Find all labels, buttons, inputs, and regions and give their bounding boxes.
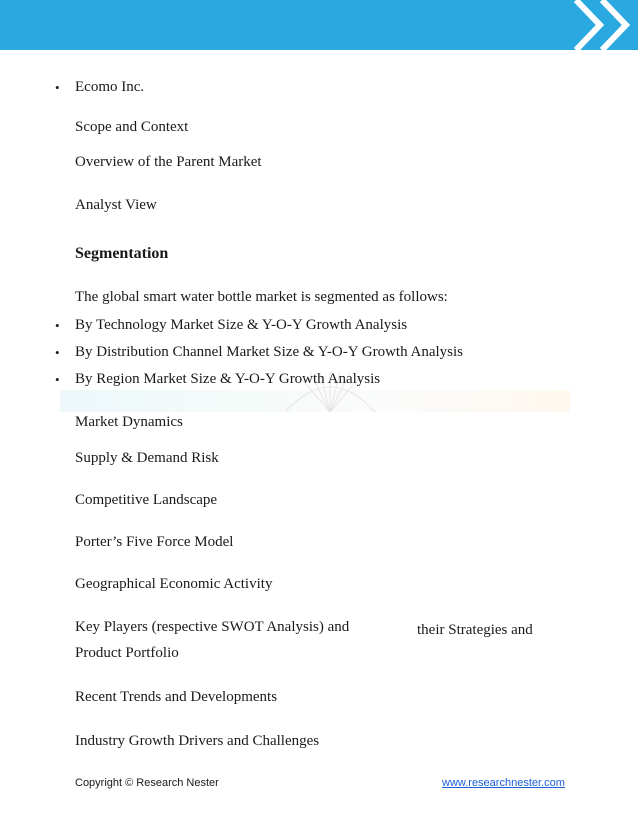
- list-item-continued: their Strategies and: [417, 622, 533, 638]
- list-item: Ecomo Inc.: [75, 79, 145, 95]
- list-item: Porter’s Five Force Model: [75, 534, 234, 550]
- list-item: By Region Market Size & Y-O-Y Growth Analysis: [75, 371, 381, 387]
- bullet-icon: •: [55, 80, 60, 95]
- list-item: Analyst View: [75, 197, 157, 213]
- website-link[interactable]: www.researchnester.com: [442, 777, 565, 789]
- list-item: Industry Growth Drivers and Challenges: [75, 733, 320, 749]
- chevron-right-icon: [528, 0, 638, 50]
- section-heading: Segmentation: [75, 245, 169, 262]
- bullet-icon: •: [55, 318, 60, 333]
- list-item: Market Dynamics: [75, 414, 183, 430]
- copyright-text: Copyright © Research Nester: [75, 777, 219, 789]
- list-item: Overview of the Parent Market: [75, 154, 262, 170]
- list-item: Competitive Landscape: [75, 492, 218, 508]
- list-item: Geographical Economic Activity: [75, 576, 273, 592]
- list-item: By Distribution Channel Market Size & Y-O-Y Growth Analysis: [75, 344, 464, 360]
- bullet-icon: •: [55, 345, 60, 360]
- list-item: Recent Trends and Developments: [75, 689, 278, 705]
- list-item-continued: Product Portfolio: [75, 645, 179, 661]
- bullet-icon: •: [55, 372, 60, 387]
- list-item: Scope and Context: [75, 119, 189, 135]
- list-item: Key Players (respective SWOT Analysis) and: [75, 619, 350, 635]
- paragraph: The global smart water bottle market is segmented as follows:: [75, 289, 448, 305]
- list-item: Supply & Demand Risk: [75, 450, 219, 466]
- list-item: By Technology Market Size & Y-O-Y Growth Analysis: [75, 317, 408, 333]
